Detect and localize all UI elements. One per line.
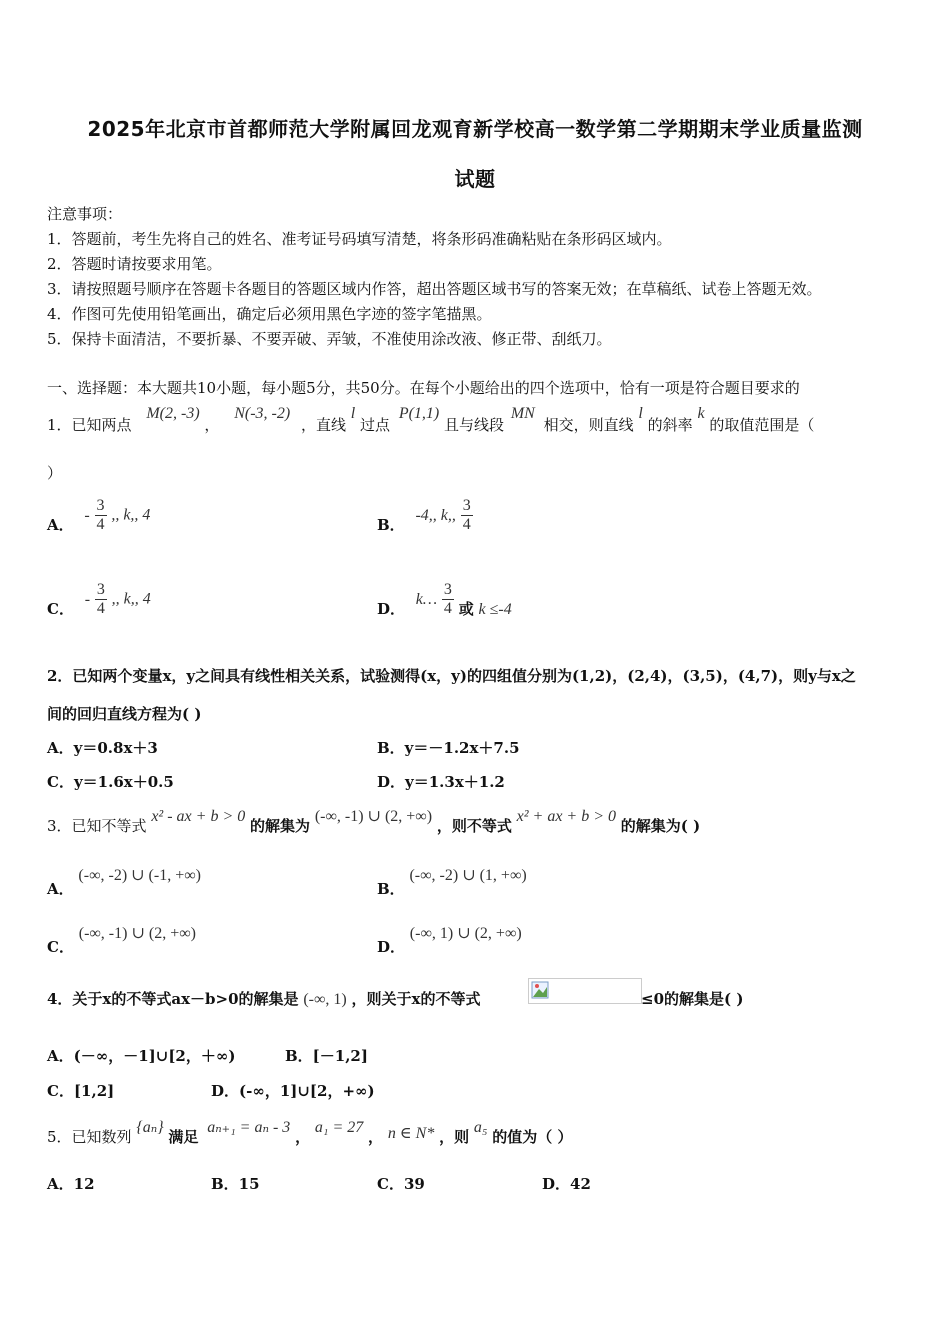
q5-text: ，	[368, 1128, 384, 1146]
option-d[interactable]	[377, 922, 522, 956]
option-c[interactable]: C．[1,2]	[47, 1082, 115, 1100]
fraction: $\frac{3}{4}$	[462, 497, 471, 533]
q1-line-l: l	[638, 405, 643, 422]
note-item: 1．答题前，考生先将自己的姓名、准考证号码填写清楚，将条形码准确粘贴在条形码区域内。	[47, 230, 672, 248]
option-math: k ≤-4	[478, 600, 512, 618]
option-c[interactable]	[47, 581, 151, 618]
fraction: $\frac{3}{4}$	[443, 581, 452, 617]
q1-text: 的斜率	[647, 416, 693, 434]
image-placeholder-icon	[531, 981, 549, 999]
option-d[interactable]	[377, 581, 512, 618]
option-d[interactable]: D．(-∞，1]∪[2，+∞)	[211, 1082, 375, 1100]
q1-slope-k: k	[697, 405, 705, 422]
question-3	[47, 805, 701, 835]
question-2: 2．已知两个变量x，y之间具有线性相关关系，试验测得(x，y)的四组值分别为(1,2)，(2,4)，(3,5)，(4,7)，则y与x之	[47, 667, 856, 685]
q4-text-end: ≤0的解集是( )	[641, 990, 744, 1008]
q3-inequality: x² + ax + b > 0	[516, 808, 617, 825]
q5-text: ，则	[439, 1128, 470, 1146]
fraction: $\frac{3}{4}$	[96, 497, 105, 533]
option-b[interactable]: B．15	[211, 1175, 260, 1193]
q1-close-paren: ）	[47, 464, 63, 482]
option-label: A．	[47, 515, 74, 534]
option-math: -	[84, 590, 91, 608]
option-c[interactable]: C．y＝1.6x＋0.5	[47, 773, 174, 791]
option-math: -	[84, 506, 90, 524]
q4-solution-set: (-∞, 1)	[303, 991, 347, 1008]
q5-n-domain: n ∈ N*	[387, 1125, 435, 1142]
q5-sequence: {aₙ}	[136, 1119, 164, 1136]
q5-text: 满足	[168, 1128, 199, 1146]
q5-text: ，	[295, 1128, 311, 1146]
notes-heading: 注意事项：	[47, 205, 123, 223]
page-title-line2: 试题	[454, 167, 496, 191]
option-math: (-∞, -2) ∪ (1, +∞)	[409, 867, 527, 884]
option-a[interactable]: A．12	[47, 1175, 95, 1193]
option-math: -4,, k,,	[415, 506, 456, 524]
broken-image-icon	[528, 978, 642, 1004]
page-title: 2025年北京市首都师范大学附属回龙观育新学校高一数学第二学期期末学业质量监测	[87, 117, 863, 141]
option-math: k…	[415, 590, 438, 608]
option-math: (-∞, -1) ∪ (2, +∞)	[78, 925, 196, 942]
option-b[interactable]	[377, 864, 527, 898]
option-label: B．	[377, 515, 405, 534]
q1-point-m: M(2, -3)	[146, 405, 200, 422]
q3-solution-set: (-∞, -1) ∪ (2, +∞)	[314, 808, 433, 825]
option-c[interactable]	[47, 922, 196, 956]
q1-point-p: P(1,1)	[398, 405, 440, 422]
q3-inequality: x² - ax + b > 0	[151, 808, 246, 825]
q5-recurrence: aₙ₊₁ = aₙ - 3	[207, 1119, 291, 1136]
q5-a5: a₅	[473, 1119, 488, 1136]
q5-text: 5．已知数列	[47, 1128, 132, 1146]
q4-text: 4．关于x的不等式ax－b>0的解集是	[47, 990, 299, 1008]
option-a[interactable]	[47, 497, 150, 534]
option-a[interactable]: A．(－∞，－1]∪[2，＋∞)	[47, 1047, 236, 1065]
option-c[interactable]: C．39	[377, 1175, 425, 1193]
option-b[interactable]: B．y＝－1.2x＋7.5	[377, 739, 520, 757]
option-b[interactable]: B．[－1,2]	[285, 1047, 368, 1065]
question-4	[47, 988, 480, 1009]
q4-text: ，则关于x的不等式	[351, 990, 481, 1008]
q5-text: 的值为（ ）	[492, 1128, 573, 1146]
note-item: 4．作图可先使用铅笔画出，确定后必须用黑色字迹的签字笔描黑。	[47, 305, 492, 323]
question-2-cont: 间的回归直线方程为( )	[47, 705, 202, 723]
q1-line-l: l	[350, 405, 356, 422]
q3-text: 的解集为( )	[620, 817, 701, 835]
option-d[interactable]: D．42	[542, 1175, 591, 1193]
option-math: (-∞, 1) ∪ (2, +∞)	[409, 925, 522, 942]
note-item: 3．请按照题号顺序在答题卡各题目的答题区域内作答，超出答题区域书写的答案无效；在草稿纸、试卷上答题无效。	[47, 280, 822, 298]
q1-text: 的取值范围是（	[709, 416, 815, 434]
question-5	[47, 1116, 573, 1146]
option-label: A．	[47, 880, 74, 898]
option-math: ,, k,, 4	[111, 590, 151, 608]
q1-point-n: N(-3, -2)	[234, 405, 291, 422]
section-heading: 一、选择题：本大题共10小题，每小题5分，共50分。在每个小题给出的四个选项中，恰有一项是符合题目要求的	[47, 379, 800, 397]
question-1	[47, 402, 814, 444]
q1-text: 且与线段	[444, 416, 505, 434]
q1-segment-mn: MN	[510, 405, 535, 422]
option-label: D．	[377, 599, 406, 618]
q1-number: 1．已知两点	[47, 416, 132, 434]
option-label: C．	[47, 599, 74, 618]
q3-text: 的解集为	[250, 817, 311, 835]
q1-comma: ，	[204, 416, 220, 434]
option-a[interactable]	[47, 864, 201, 898]
fraction: $\frac{3}{4}$	[96, 581, 105, 617]
option-math: (-∞, -2) ∪ (-1, +∞)	[78, 867, 201, 884]
q3-text: 3．已知不等式	[47, 817, 147, 835]
q3-text: ，则不等式	[436, 817, 512, 835]
note-item: 2．答题时请按要求用笔。	[47, 255, 222, 273]
option-label: C．	[47, 938, 74, 956]
option-b[interactable]	[377, 497, 473, 534]
option-d[interactable]: D．y＝1.3x＋1.2	[377, 773, 505, 791]
option-math: ,, k,, 4	[111, 506, 151, 524]
q1-text: 相交，则直线	[543, 416, 634, 434]
q1-text: 过点	[360, 416, 391, 434]
note-item: 5．保持卡面清洁，不要折暴、不要弄破、弄皱，不准使用涂改液、修正带、刮纸刀。	[47, 330, 612, 348]
q5-initial-term: a₁ = 27	[314, 1119, 364, 1136]
option-label: B．	[377, 880, 405, 898]
q1-text: ，直线	[300, 416, 346, 434]
option-text: 或	[458, 599, 474, 618]
option-label: D．	[377, 938, 406, 956]
option-a[interactable]: A．y＝0.8x＋3	[47, 739, 158, 757]
